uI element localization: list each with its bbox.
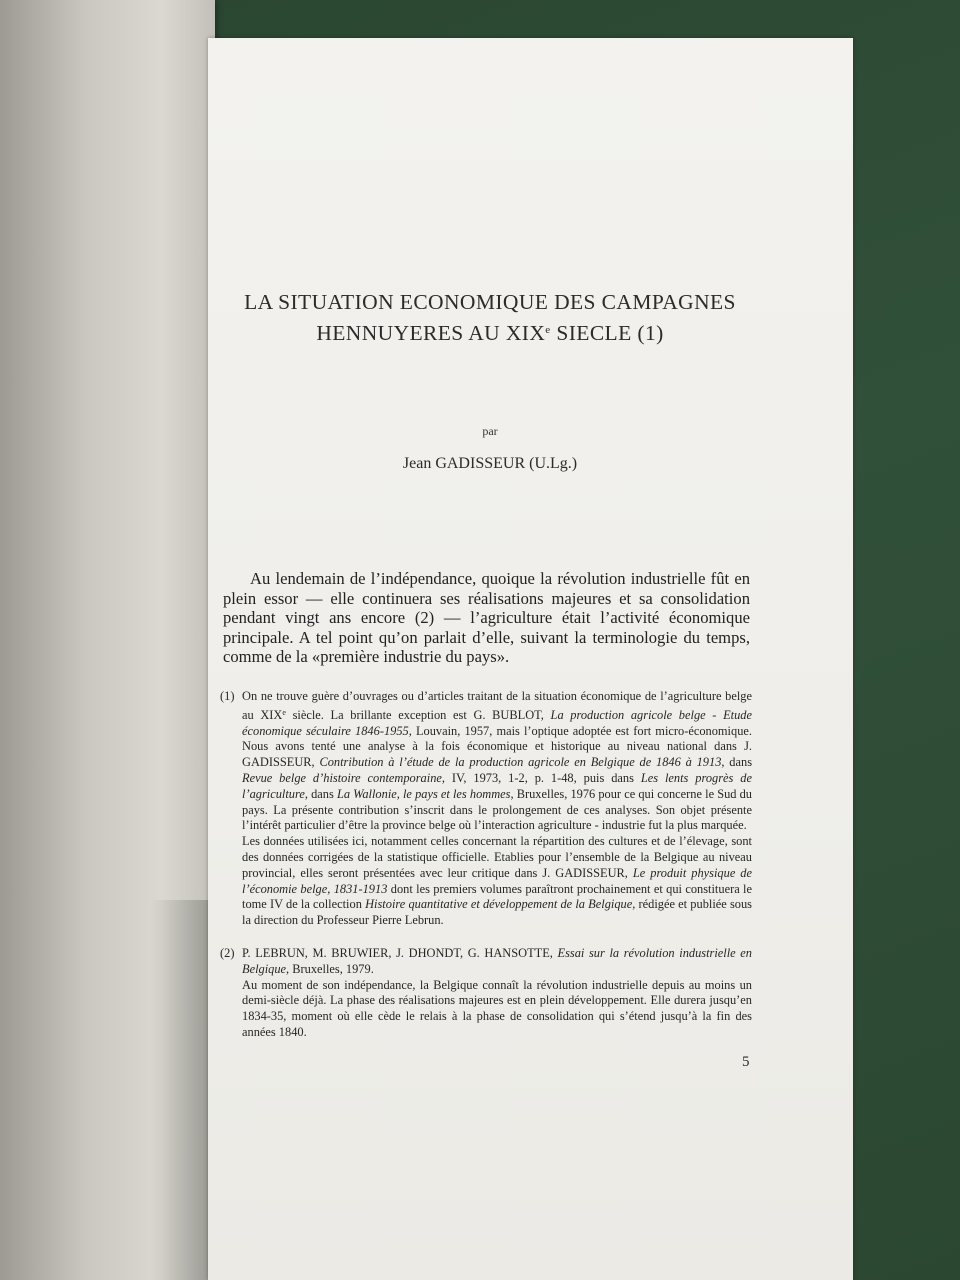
fn1-seg: rédigée et publiée sous la direction du Professeur Pierre Lebrun. [242,897,753,928]
footnote-1-text [242,689,752,929]
fn1-seg: Bruxelles, 1976 pour ce qui concerne le Sud du pays. La présente contribution s’inscrit dans le prolongement de ces analyses. Son objet présente l’intérêt particulier d’être la province belge où l’interaction agriculture - industrie fut la plus marquée. [242,786,752,833]
fn1-italic: Histoire quantitative et développement de la Belgique, [365,897,636,912]
title-line-1: LA SITUATION ECONOMIQUE DES CAMPAGNES [244,290,736,314]
fn1-seg: On ne trouve guère d’ouvrages ou d’articles traitant de la situation économique de l’agriculture belge au XIX [242,689,752,722]
byline-par: par [482,424,498,438]
footnote-1-number: (1) [220,689,235,703]
fn1-seg: dont les premiers volumes paraîtront prochainement et qui constituera le tome IV de la collection [242,881,752,912]
author-name: Jean GADISSEUR (U.Lg.) [402,455,578,472]
title-line-2-text: HENNUYERES AU XIX [316,321,546,345]
fn1-italic: La production agricole belge - Etude économique séculaire 1846-1955, [242,707,752,738]
fn1-seg: Les données utilisées ici, notamment celles concernant la répartition des cultures et de l’élevage, sont des données corrigées de la statistique officielle. Etablies pour l’ensemble de la Belgique au niveau provincial, elles seront présentées avec leur critique dans J. GADISSEUR, [242,834,752,880]
fn2-italic: Essai sur la révolution industrielle en Belgique, [242,946,752,976]
footnote-2-number: (2) [220,946,235,960]
fn2-seg: Bruxelles, 1979. [289,961,374,976]
page-number: 5 [742,1054,750,1070]
fn1-sup: e [282,707,286,717]
body-paragraph: Au lendemain de l’indépendance, quoique la révolution industrielle fût en plein essor — elle continuera ses réalisations majeures et sa consolidation pendant vingt ans encore (2) — l’agriculture était l’activité économique principale. A tel point qu’on parlait d’elle, suivant la terminologie du temps, comme de la «première industrie du pays». [223,569,750,667]
footnote-2 [220,946,752,1041]
footnote-1 [220,689,752,929]
article-title [110,288,870,347]
footnote-2-text [242,946,752,1041]
fn1-seg: dans [307,786,337,801]
fn1-italic: Les lents progrès de l’agriculture, [242,770,752,801]
fn1-italic: Revue belge d’histoire contemporaine, [242,770,445,785]
body-text [223,569,750,667]
fn1-seg: Louvain, 1957, mais l’optique adoptée est fort micro-économique. Nous avons tenté une analyse à la fois économique et historique au niveau national dans J. GADISSEUR, [242,723,752,770]
footnote-1-paragraph-2 [242,834,752,929]
title-line-2-end: SIECLE (1) [550,321,664,345]
fn1-seg: dans [724,755,753,770]
title-line-2 [110,316,870,347]
fn1-seg: siècle. La brillante exception est G. BUBLOT, [285,707,551,722]
fn1-italic: Contribution à l’étude de la production agricole en Belgique de 1846 à 1913, [319,755,725,770]
fn1-seg: IV, 1973, 1-2, p. 1-48, puis dans [444,770,641,785]
fn2-seg: P. LEBRUN, M. BRUWIER, J. DHONDT, G. HANSOTTE, [242,946,558,960]
footnote-2-paragraph-2: Au moment de son indépendance, la Belgique connaît la révolution industrielle depuis au moins un demi-siècle déjà. La phase des réalisations majeures est en plein développement. Elle durera jusqu’en 1834-35, moment où elle cède le relais à la phase de consolidation qui s’étend jusqu’à la fin des années 1840. [242,977,752,1039]
fn1-italic: Le produit physique de l’économie belge, 1831-1913 [242,865,752,896]
fn1-italic: La Wallonie, le pays et les hommes, [336,786,514,801]
title-superscript: e [545,324,551,336]
